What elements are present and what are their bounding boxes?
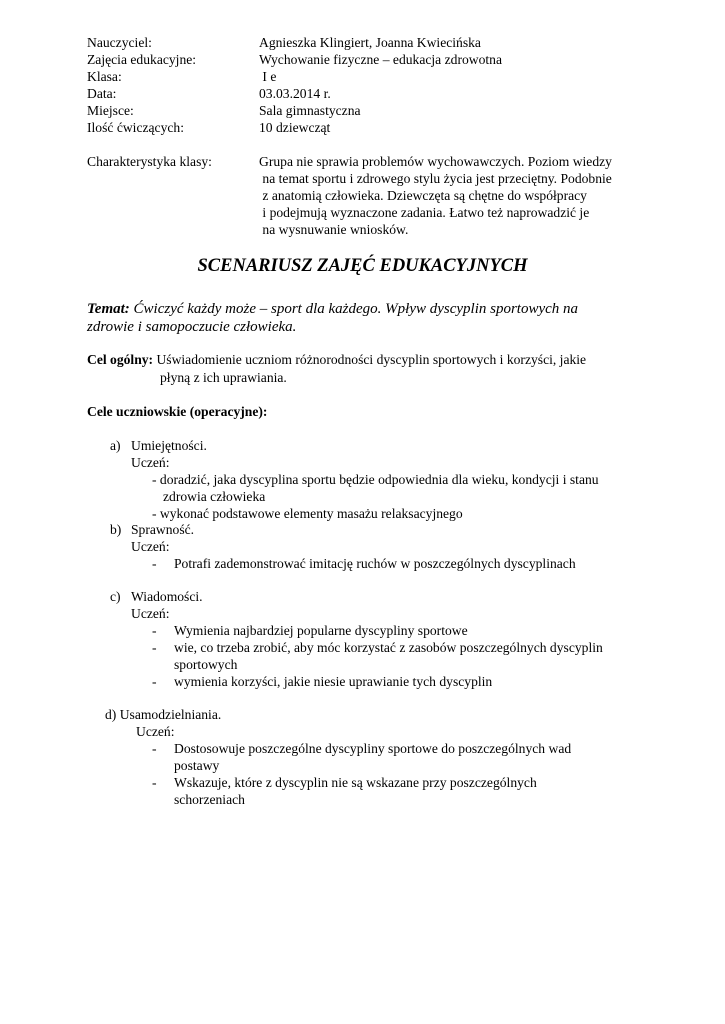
topic-line-1 [87, 300, 639, 318]
section-a-item: - wykonać podstawowe elementy masażu relaksacyjnego [152, 506, 463, 521]
section-a-item: - doradzić, jaka dyscyplina sportu będzie odpowiednia dla wieku, kondycji i stanu [152, 472, 599, 487]
topic-line-2: zdrowie i samopoczucie człowieka. [87, 319, 297, 335]
place-label: Miejsce: [87, 103, 134, 118]
class-value: I e [259, 69, 277, 84]
section-c-item: - wymienia korzyści, jakie niesie uprawianie tych dyscyplin [152, 674, 493, 689]
subject-label: Zajęcia edukacyjne: [87, 52, 197, 67]
section-a-item: zdrowia człowieka [163, 489, 266, 504]
topic-text: Ćwiczyć każdy może – sport dla każdego. Wpływ dyscyplin sportowych na [129, 301, 579, 317]
section-d-item: - [152, 775, 157, 790]
participants-label: Ilość ćwiczących: [87, 120, 184, 135]
section-b-student: Uczeń: [131, 539, 170, 554]
section-b-marker: b) [110, 522, 122, 537]
characteristic-line: Grupa nie sprawia problemów wychowawczych. Poziom wiedzy [259, 154, 612, 169]
section-a-title: Umiejętności. [131, 438, 207, 453]
section-d-item-cont: postawy [174, 758, 220, 773]
section-c-item-cont: sportowych [174, 657, 238, 672]
characteristic-label: Charakterystyka klasy: [87, 154, 212, 169]
subject-value: Wychowanie fizyczne – edukacja zdrowotna [259, 52, 502, 67]
section-c-marker: c) [110, 589, 121, 604]
section-c-item: - wie, co trzeba zrobić, aby móc korzystać z zasobów poszczególnych dyscyplin [152, 640, 603, 655]
participants-value: 10 dziewcząt [259, 120, 331, 135]
characteristic-line: i podejmują wyznaczone zadania. Łatwo też naprowadzić je [259, 205, 590, 220]
characteristic-line: z anatomią człowieka. Dziewczęta są chętne do współpracy [259, 188, 587, 203]
teacher-value: Agnieszka Klingiert, Joanna Kwiecińska [259, 35, 481, 50]
characteristic-line: na temat sportu i zdrowego stylu życia jest przeciętny. Podobnie [259, 171, 612, 186]
section-a-student: Uczeń: [131, 455, 170, 470]
section-d-item-cont: schorzeniach [174, 792, 245, 807]
teacher-label: Nauczyciel: [87, 35, 152, 50]
class-label: Klasa: [87, 69, 122, 84]
goal-label: Cel ogólny: [87, 352, 154, 367]
date-value: 03.03.2014 r. [259, 86, 331, 101]
objectives-heading: Cele uczniowskie (operacyjne): [87, 404, 268, 419]
topic-label: Temat: [87, 301, 130, 317]
section-d-item-text: Dostosowuje poszczególne dyscypliny sportowe do poszczególnych wad [174, 741, 572, 756]
section-b-item: - Potrafi zademonstrować imitację ruchów w poszczególnych dyscyplinach [152, 556, 576, 571]
section-d-item: - [152, 741, 157, 756]
goal-text: Uświadomienie uczniom różnorodności dyscyplin sportowych i korzyści, jakie [153, 352, 587, 367]
section-d-student: Uczeń: [136, 724, 175, 739]
section-d-item-text: Wskazuje, które z dyscyplin nie są wskazane przy poszczególnych [174, 775, 537, 790]
place-value: Sala gimnastyczna [259, 103, 361, 118]
section-c-title: Wiadomości. [131, 589, 203, 604]
goal-line-2: płyną z ich uprawiania. [160, 370, 287, 385]
section-c-student: Uczeń: [131, 606, 170, 621]
section-c-item: - Wymienia najbardziej popularne dyscypliny sportowe [152, 623, 468, 638]
characteristic-line: na wysnuwanie wniosków. [259, 222, 409, 237]
goal-line-1 [87, 352, 586, 368]
section-b-title: Sprawność. [131, 522, 195, 537]
date-label: Data: [87, 86, 117, 101]
section-a-marker: a) [110, 438, 121, 453]
page-title: SCENARIUSZ ZAJĘĆ EDUKACYJNYCH [197, 256, 528, 276]
section-d-title: d) Usamodzielniania. [105, 707, 222, 722]
